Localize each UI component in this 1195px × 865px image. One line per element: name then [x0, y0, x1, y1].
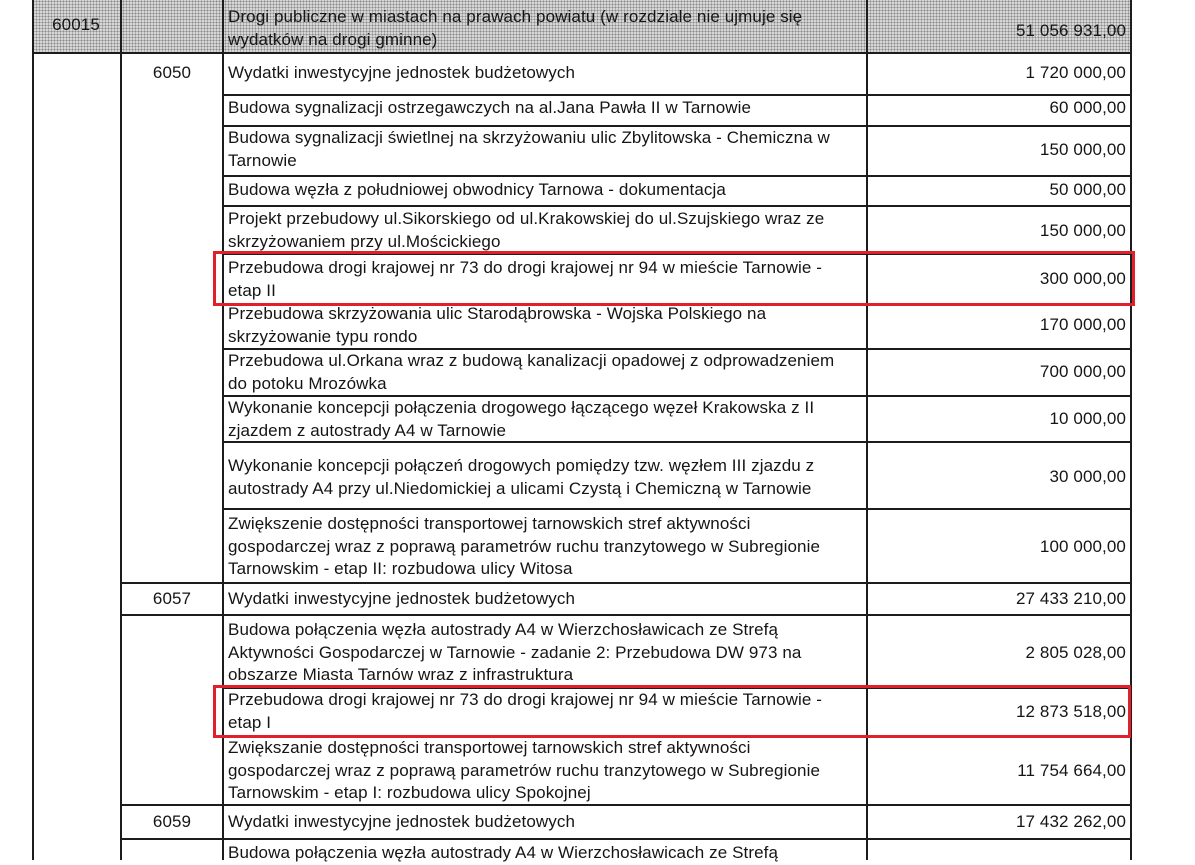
- highlight-box-etap-ii: [213, 251, 1135, 306]
- rule: [32, 0, 34, 860]
- item-amount: 12 873 518,00: [1015, 702, 1126, 721]
- item-amount: 100 000,00: [1039, 537, 1126, 556]
- rule: [222, 175, 1132, 177]
- rule: [120, 582, 1132, 584]
- item-description: Przebudowa drogi krajowej nr 73 do drogi krajowej nr 94 w mieście Tarnowie - etap I: [228, 690, 823, 732]
- section-amount: 51 056 931,00: [1015, 21, 1126, 40]
- rule: [222, 205, 1132, 207]
- group-code: 6050: [152, 63, 192, 82]
- rule: [120, 614, 1132, 616]
- item-amount: 10 000,00: [1049, 409, 1126, 428]
- item-description: Zwiększenie dostępności transportowej tarnowskich stref aktywności gospodarczej wraz z poprawą parametrów ruchu tranzytowego w Subregionie Tarnowskim - etap II: rozbudowa ulicy Witosa: [228, 514, 821, 578]
- item-description: Budowa sygnalizacji ostrzegawczych na al.Jana Pawła II w Tarnowie: [228, 98, 752, 117]
- rule: [222, 94, 1132, 96]
- item-description: Przebudowa drogi krajowej nr 73 do drogi krajowej nr 94 w mieście Tarnowie - etap II: [228, 258, 823, 300]
- rule: [32, 52, 1132, 54]
- group-total: 17 432 262,00: [1015, 812, 1126, 831]
- item-amount: 300 000,00: [1039, 269, 1126, 288]
- item-amount: 700 000,00: [1039, 362, 1126, 381]
- group-title: Wydatki inwestycyjne jednostek budżetowych: [228, 812, 576, 831]
- item-amount: 170 000,00: [1039, 315, 1126, 334]
- item-description: Wykonanie koncepcji połączeń drogowych pomiędzy tzw. węzłem III zjazdu z autostrady A4 przy ul.Niedomickiej a ulicami Czystą i Chemiczną w Tarnowie: [228, 456, 815, 498]
- group-total: 1 720 000,00: [1025, 63, 1126, 82]
- item-amount: 50 000,00: [1049, 180, 1126, 199]
- item-amount: 150 000,00: [1039, 140, 1126, 159]
- item-amount: 30 000,00: [1049, 467, 1126, 486]
- item-description: Projekt przebudowy ul.Sikorskiego od ul.Krakowskiej do ul.Szujskiego wraz ze skrzyżowaniem przy ul.Mościckiego: [228, 209, 825, 251]
- item-description: Budowa połączenia węzła autostrady A4 w Wierzchosławicach ze Strefą: [228, 843, 779, 862]
- group-total: 27 433 210,00: [1015, 589, 1126, 608]
- section-description: Drogi publiczne w miastach na prawach powiatu (w rozdziale nie ujmuje się wydatków na drogi gminne): [228, 7, 803, 49]
- item-description: Zwiększanie dostępności transportowej tarnowskich stref aktywności gospodarczej wraz z poprawą parametrów ruchu tranzytowego w Subregionie Tarnowskim - etap I: rozbudowa ulicy Spokojnej: [228, 738, 821, 802]
- item-description: Przebudowa skrzyżowania ulic Starodąbrowska - Wojska Polskiego na skrzyżowanie typu rondo: [228, 304, 767, 346]
- item-description: Budowa połączenia węzła autostrady A4 w Wierzchosławicach ze Strefą Aktywności Gospodarczej w Tarnowie - zadanie 2: Przebudowa DW 973 na obszarze Miasta Tarnów wraz z infrastruktura: [228, 620, 802, 684]
- rule: [120, 838, 1132, 840]
- group-code: 6059: [152, 812, 192, 831]
- highlight-box-etap-i: [213, 685, 1131, 738]
- rule: [120, 0, 122, 860]
- item-description: Wykonanie koncepcji połączenia drogowego łączącego węzeł Krakowska z II zjazdem z autostrady A4 w Tarnowie: [228, 398, 815, 440]
- item-amount: 150 000,00: [1039, 221, 1126, 240]
- group-code: 6057: [152, 589, 192, 608]
- group-title: Wydatki inwestycyjne jednostek budżetowych: [228, 589, 576, 608]
- item-description: Budowa sygnalizacji świetlnej na skrzyżowaniu ulic Zbylitowska - Chemiczna w Tarnowie: [228, 128, 830, 170]
- group-title: Wydatki inwestycyjne jednostek budżetowych: [228, 63, 576, 82]
- item-amount: 11 754 664,00: [1017, 761, 1126, 780]
- item-amount: 60 000,00: [1049, 98, 1126, 117]
- section-code: 60015: [52, 15, 100, 34]
- item-description: Budowa węzła z południowej obwodnicy Tarnowa - dokumentacja: [228, 180, 726, 199]
- item-description: Przebudowa ul.Orkana wraz z budową kanalizacji opadowej z odprowadzeniem do potoku Mrozówka: [228, 351, 835, 393]
- item-amount: 2 805 028,00: [1025, 643, 1126, 662]
- rule: [222, 508, 1132, 510]
